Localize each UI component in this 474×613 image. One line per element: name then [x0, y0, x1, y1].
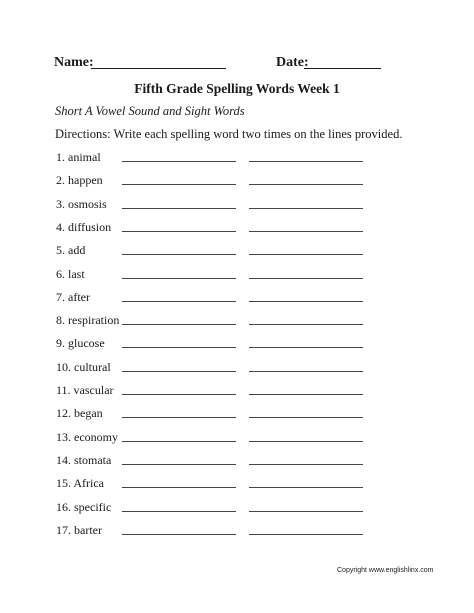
word-row	[56, 523, 376, 539]
writing-line-first[interactable]	[122, 464, 236, 465]
word-row	[56, 150, 376, 166]
writing-line-first[interactable]	[122, 301, 236, 302]
date-writing-line[interactable]	[304, 68, 381, 69]
writing-line-first[interactable]	[122, 394, 236, 395]
spelling-word: 17. barter	[56, 522, 102, 537]
writing-line-second[interactable]	[249, 278, 363, 279]
writing-line-first[interactable]	[122, 254, 236, 255]
spelling-word: 5. add	[56, 243, 86, 258]
spelling-word: 3. osmosis	[56, 196, 107, 211]
word-row	[56, 197, 376, 213]
word-row	[56, 220, 376, 236]
writing-line-second[interactable]	[249, 464, 363, 465]
name-writing-line[interactable]	[91, 68, 226, 69]
spelling-word: 8. respiration	[56, 313, 120, 328]
word-row	[56, 383, 376, 399]
spelling-word: 11. vascular	[56, 383, 114, 397]
writing-line-second[interactable]	[249, 184, 363, 185]
word-row	[56, 313, 376, 329]
writing-line-first[interactable]	[122, 231, 236, 232]
writing-line-second[interactable]	[249, 254, 363, 255]
spelling-word: 4. diffusion	[56, 219, 112, 234]
word-row	[56, 173, 376, 189]
directions-text: Directions: Write each spelling word two times on the lines provided.	[55, 127, 403, 141]
copyright-notice: Copyright www.englishlinx.com	[337, 567, 434, 574]
writing-line-second[interactable]	[249, 394, 363, 395]
spelling-word: 15. Africa	[56, 476, 104, 491]
writing-line-second[interactable]	[249, 347, 363, 348]
writing-line-first[interactable]	[122, 278, 236, 279]
writing-line-first[interactable]	[122, 161, 236, 162]
spelling-word: 7. after	[56, 289, 90, 304]
spelling-word: 10. cultural	[56, 359, 111, 374]
date-label: Date:	[276, 55, 309, 70]
writing-line-second[interactable]	[249, 487, 363, 488]
writing-line-second[interactable]	[249, 301, 363, 302]
spelling-word: 6. last	[56, 266, 85, 281]
spelling-word: 2. happen	[56, 173, 103, 188]
writing-line-first[interactable]	[122, 487, 236, 488]
word-row	[56, 500, 376, 516]
spelling-word: 16. specific	[56, 499, 112, 514]
writing-line-second[interactable]	[249, 441, 363, 442]
word-row	[56, 267, 376, 283]
spelling-word: 14. stomata	[56, 452, 112, 467]
word-row	[56, 430, 376, 446]
word-row	[56, 243, 376, 259]
writing-line-first[interactable]	[122, 371, 236, 372]
writing-line-second[interactable]	[249, 324, 363, 325]
writing-line-second[interactable]	[249, 511, 363, 512]
writing-line-first[interactable]	[122, 324, 236, 325]
word-row	[56, 453, 376, 469]
spelling-word: 12. began	[56, 406, 103, 421]
writing-line-second[interactable]	[249, 161, 363, 162]
writing-line-second[interactable]	[249, 534, 363, 535]
writing-line-first[interactable]	[122, 534, 236, 535]
word-row	[56, 476, 376, 492]
writing-line-first[interactable]	[122, 417, 236, 418]
worksheet-subtitle: Short A Vowel Sound and Sight Words	[55, 104, 245, 118]
name-label: Name:	[54, 55, 94, 70]
writing-line-first[interactable]	[122, 347, 236, 348]
writing-line-second[interactable]	[249, 371, 363, 372]
header-fields	[54, 55, 384, 71]
word-row	[56, 360, 376, 376]
writing-line-first[interactable]	[122, 184, 236, 185]
word-row	[56, 336, 376, 352]
writing-line-second[interactable]	[249, 231, 363, 232]
worksheet-title: Fifth Grade Spelling Words Week 1	[134, 81, 340, 96]
word-row	[56, 290, 376, 306]
writing-line-second[interactable]	[249, 208, 363, 209]
spelling-word: 9. glucose	[56, 336, 105, 351]
writing-line-first[interactable]	[122, 441, 236, 442]
spelling-word: 1. animal	[56, 150, 101, 164]
word-row	[56, 406, 376, 422]
spelling-word: 13. economy	[56, 429, 118, 444]
writing-line-second[interactable]	[249, 417, 363, 418]
writing-line-first[interactable]	[122, 208, 236, 209]
writing-line-first[interactable]	[122, 511, 236, 512]
